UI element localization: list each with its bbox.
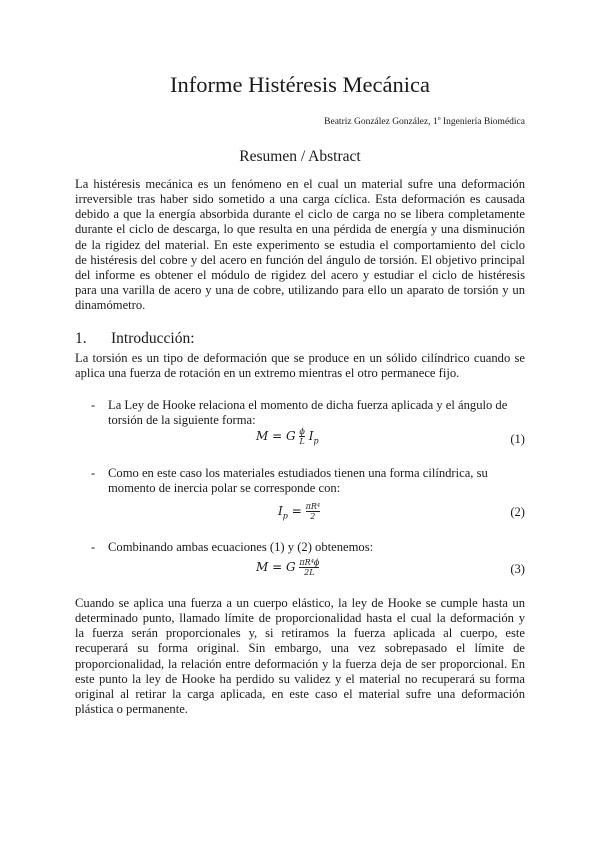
text-line: La histéresis mecánica es un fenómeno en el cual un material sufre una deformación [75,177,525,191]
text-line: de histéresis del cobre y del acero en función del ángulo de torsión. El objetivo principal [75,252,525,267]
bullet-dash: - [91,540,96,554]
eq-fraction [306,502,321,521]
hooke-paragraph [75,596,525,717]
text-line: la fuerza serán proporcionales y, si retiramos la fuerza aplicada al cuerpo, este [75,626,525,641]
equation-number: (1) [510,432,525,446]
text-line: de la rigidez del material. En este experimento se estudia el comportamiento del ciclo [75,237,525,252]
eq-symbol: M [256,429,269,443]
text-line: aplica una fuerza de rotación en un extremo mientras el otro permanece fijo. [75,366,460,381]
text-line: plástica o permanente. [75,702,188,717]
text-line: Cuando se aplica una fuerza a un cuerpo elástico, la ley de Hooke se cumple hasta un [75,596,525,610]
eq-equals: = [268,429,286,443]
section-number: 1. [75,330,87,347]
eq-numerator: πR⁴ [305,502,321,511]
text-line: dinamómetro. [75,298,146,313]
author-sup: o [437,116,441,122]
text-line: momento de inercia polar se corresponde con: [108,481,341,495]
text-line: La Ley de Hooke relaciona el momento de dicha fuerza aplicada y el ángulo de [108,398,508,412]
text-line: original al retirar la carga aplicada, en este caso el material sufre una deformación [75,686,525,701]
eq-subscript: p [282,511,288,521]
text-line: Como en este caso los materiales estudiados tienen una forma cilíndrica, su [108,466,488,480]
eq-symbol: M [256,560,269,574]
text-line: este punto la ley de Hooke ha perdido su validez y el material no recuperará su forma [75,671,525,686]
text-line: recuperará su forma original. Sin embargo, una vez sobrepasado el límite de [75,641,525,656]
equation-number: (2) [510,505,525,519]
equation-1 [256,427,319,446]
eq-denominator: L [299,437,305,446]
eq-equals: = [268,560,286,574]
author-name: Beatriz González González, 1 [324,117,438,128]
eq-equals: = [287,504,306,518]
text-line: torsión de la siguiente forma: [108,413,256,427]
text-line: determinado punto, llamado límite de proporcionalidad hasta el cual la deformación y [75,611,525,626]
abstract-paragraph [75,177,525,313]
text-line: para una varilla de acero y una de cobre, utilizando para ello un aparato de torsión y un [75,283,525,298]
eq-symbol: G [285,560,296,574]
equation-2 [278,502,320,521]
text-line: proporcionalidad, la relación entre deformación y la fuerza deja de ser proporcional. En [75,656,525,671]
equation-number: (3) [510,562,525,576]
text-line: debido a que la energía absorbida durante el ciclo de carga no se libera completamente [75,207,525,222]
text-line: La torsión es un tipo de deformación que se produce en un sólido cilíndrico cuando se [75,351,525,365]
bullet-dash: - [91,466,96,480]
eq-fraction [299,427,304,446]
section-title: Introducción: [111,330,195,347]
eq-subscript: p [313,436,319,446]
eq-numerator: πR⁴ϕ [299,558,320,567]
equation-3 [256,558,319,577]
eq-symbol: G [285,429,296,443]
text-line: durante el ciclo de descarga, lo que resulta en una pérdida de energía y una disminución [75,222,525,237]
section-heading [75,330,195,348]
text-line: irreversible tras haber sido sometido a una carga cíclica. Esta deformación es causada [75,192,525,207]
eq-symbol: I [308,429,314,443]
document-title: Informe Histéresis Mecánica [170,72,430,97]
bullet-dash: - [91,398,96,412]
eq-fraction [299,558,319,577]
eq-denominator: 2L [304,568,315,577]
intro-paragraph [75,351,525,381]
text-line: Combinando ambas ecuaciones (1) y (2) obtenemos: [108,540,374,554]
eq-denominator: 2 [310,512,316,521]
abstract-heading: Resumen / Abstract [239,148,361,165]
text-line: del informe es obtener el módulo de rigidez del acero y estudiar el ciclo de histéresis [75,267,525,282]
author-line [0,116,525,127]
eq-symbol: I [278,504,283,518]
author-program: Ingeniería Biomédica [440,117,525,128]
eq-numerator: ϕ [299,427,305,436]
